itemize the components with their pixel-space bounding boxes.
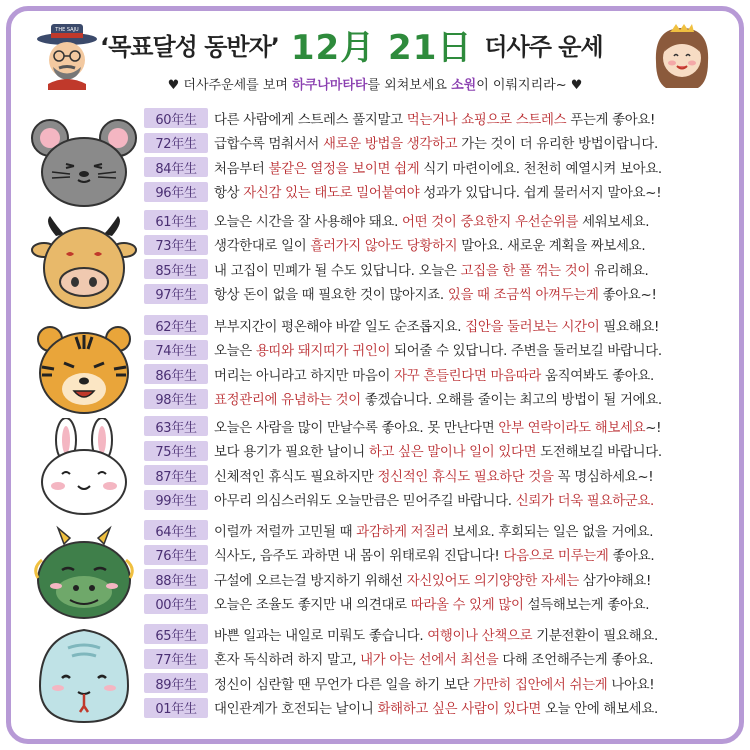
fortune-highlight: 정신적인 휴식도 필요하단 것을 <box>377 469 554 485</box>
zodiac-row-ox <box>14 208 736 312</box>
fortune-text <box>214 490 654 509</box>
birth-year-badge: 00年生 <box>144 594 208 614</box>
birth-year-badge: 85年生 <box>144 259 208 279</box>
fortune-highlight: 화해하고 싶은 사람이 있다면 <box>377 702 541 718</box>
fortune-text <box>214 158 662 177</box>
fortune-line <box>144 338 734 363</box>
title-left: ‘목표달성 동반자’ <box>100 32 279 61</box>
fortune-segment: 이럴까 저럴까 고민될 때 <box>214 524 357 540</box>
fortune-text <box>214 625 658 644</box>
fortune-text <box>214 698 658 717</box>
fortune-text <box>214 365 654 384</box>
fortune-lines <box>144 414 734 512</box>
fortune-line <box>144 543 734 568</box>
fortune-line <box>144 257 734 282</box>
fortune-segment: 되어줄 수 있답니다. 주변을 둘러보길 바랍니다. <box>390 344 662 360</box>
birth-year-badge: 76年生 <box>144 545 208 565</box>
tiger-icon <box>28 317 140 417</box>
fortune-line <box>144 488 734 513</box>
subtitle-suffix: 이 이뤄지리라~ <box>476 78 567 93</box>
fortune-segment: 기분전환이 필요해요. <box>532 628 658 644</box>
fortune-line <box>144 439 734 464</box>
fortune-highlight: 먹는거나 쇼핑으로 스트레스 <box>406 112 567 128</box>
zodiac-row-snake <box>14 622 736 726</box>
fortune-lines <box>144 208 734 306</box>
fortune-text <box>214 545 654 564</box>
subtitle-prefix: 더사주운세를 보며 <box>183 78 293 93</box>
fortune-segment: 바쁜 일과는 내일로 미뤄도 좋습니다. <box>214 628 428 644</box>
birth-year-badge: 77年生 <box>144 649 208 669</box>
fortune-segment: 대인관계가 호전되는 날이니 <box>214 702 378 718</box>
fortune-highlight: 자신감 있는 태도로 밀어붙여야 <box>243 186 420 202</box>
fortune-highlight: 집안을 둘러보는 시간이 <box>465 319 600 335</box>
fortune-segment: 도전해보길 바랍니다. <box>536 445 662 461</box>
fortune-text <box>214 260 648 279</box>
birth-year-badge: 98年生 <box>144 389 208 409</box>
fortune-line <box>144 622 734 647</box>
fortune-line <box>144 233 734 258</box>
subtitle-chant: 하쿠나마타타 <box>292 78 368 93</box>
fortune-segment: 좋아요~! <box>598 288 657 304</box>
fortune-segment: 삼가야해요! <box>578 573 652 589</box>
subtitle-wish: 소원 <box>451 78 477 93</box>
fortune-segment: 다해 조언해주는게 좋아요. <box>498 653 654 669</box>
fortune-highlight: 있을 때 조금씩 아껴두는게 <box>447 288 599 304</box>
fortune-line <box>144 567 734 592</box>
fortune-segment: 처음부터 <box>214 161 269 177</box>
fortune-segment: 정신이 심란할 땐 무언가 다른 일을 하기 보단 <box>214 677 474 693</box>
fortune-highlight: 용띠와 돼지띠가 귀인이 <box>255 344 391 360</box>
fortune-highlight: 자꾸 흔들린다면 마음따라 <box>394 368 541 384</box>
fortune-highlight: 어떤 것이 중요한지 우선순위를 <box>402 214 579 230</box>
fortune-highlight: 새로운 방법을 생각하고 <box>323 137 458 153</box>
fortune-segment: 오늘은 시간을 잘 사용해야 돼요. <box>214 214 402 230</box>
birth-year-badge: 74年生 <box>144 340 208 360</box>
fortune-highlight: 여행이나 산책으로 <box>427 628 533 644</box>
fortune-segment: 식기 마련이에요. 천천히 예열시켜 보아요. <box>419 161 662 177</box>
fortune-segment: 좋겠습니다. 오해를 줄이는 최고의 방법이 될 거에요. <box>360 393 662 409</box>
fortune-segment: 급합수록 멈춰서서 <box>214 137 323 153</box>
fortune-line <box>144 671 734 696</box>
fortune-text <box>214 316 659 335</box>
fortune-segment: 부부지간이 평온해야 바깥 일도 순조롭지요. <box>214 319 466 335</box>
birth-year-badge: 87年生 <box>144 465 208 485</box>
fortune-highlight: 과감하게 저질러 <box>356 524 449 540</box>
birth-year-badge: 75年生 <box>144 441 208 461</box>
fortune-text <box>214 133 658 152</box>
fortune-line <box>144 696 734 721</box>
fortune-text <box>214 235 645 254</box>
fortune-highlight: 고집을 한 풀 꺾는 것이 <box>460 263 590 279</box>
birth-year-badge: 01年生 <box>144 698 208 718</box>
fortune-highlight: 다음으로 미루는게 <box>503 549 609 565</box>
fortune-text <box>214 594 649 613</box>
fortune-lines <box>144 518 734 616</box>
fortune-line <box>144 180 734 205</box>
fortune-segment: 오늘 안에 해보세요. <box>541 702 658 718</box>
fortune-line <box>144 131 734 156</box>
heart-icon: ♥ <box>167 78 180 93</box>
title-right: 더사주 운세 <box>484 32 603 61</box>
fortune-text <box>214 674 654 693</box>
birth-year-badge: 73年生 <box>144 235 208 255</box>
birth-year-badge: 63年生 <box>144 416 208 436</box>
birth-year-badge: 84年生 <box>144 157 208 177</box>
birth-year-badge: 96年生 <box>144 182 208 202</box>
fortune-line <box>144 414 734 439</box>
fortune-segment: 세워보세요. <box>578 214 650 230</box>
header <box>0 0 750 100</box>
fortune-text <box>214 466 653 485</box>
fortune-segment: 식사도, 음주도 과하면 내 몸이 위태로워 진답니다! <box>214 549 504 565</box>
fortune-text <box>214 649 653 668</box>
fortune-line <box>144 647 734 672</box>
dragon-icon <box>28 522 140 622</box>
fortune-segment: ~! <box>645 420 662 436</box>
fortune-teller-mascot <box>36 22 98 90</box>
fortune-segment: 구설에 오르는걸 방지하기 위해선 <box>214 573 407 589</box>
rat-icon <box>28 110 140 210</box>
zodiac-row-rat <box>14 106 736 210</box>
fortune-text <box>214 417 661 436</box>
snake-icon <box>28 626 140 726</box>
fortune-segment: 항상 돈이 없을 때 필요한 것이 많아지죠. <box>214 288 448 304</box>
fortune-highlight: 흘러가지 않아도 당황하지 <box>310 239 458 255</box>
fortune-segment: 신체적인 휴식도 필요하지만 <box>214 469 378 485</box>
rabbit-icon <box>28 418 140 518</box>
zodiac-row-dragon <box>14 518 736 622</box>
birth-year-badge: 99年生 <box>144 490 208 510</box>
fortune-text <box>214 389 662 408</box>
fortune-line <box>144 106 734 131</box>
fortune-line <box>144 592 734 617</box>
birth-year-badge: 72年生 <box>144 133 208 153</box>
fortune-lines <box>144 106 734 204</box>
birth-year-badge: 86年生 <box>144 364 208 384</box>
fortune-text <box>214 570 651 589</box>
fortune-lines <box>144 313 734 411</box>
birth-year-badge: 65年生 <box>144 624 208 644</box>
fortune-highlight: 내가 아는 선에서 최선을 <box>360 653 499 669</box>
fortune-line <box>144 387 734 412</box>
fortune-highlight: 하고 싶은 말이나 일이 있다면 <box>368 445 537 461</box>
fortune-segment: 생각한대로 일이 <box>214 239 311 255</box>
svg-text:THE SAJU: THE SAJU <box>55 27 79 33</box>
zodiac-row-rabbit <box>14 414 736 518</box>
fortune-segment: 오늘은 사람을 많이 만날수록 좋아요. 못 만난다면 <box>214 420 499 436</box>
fortune-text <box>214 441 662 460</box>
subtitle <box>130 74 620 96</box>
fortune-segment: 머리는 아니라고 하지만 마음이 <box>214 368 395 384</box>
fortune-text <box>214 109 655 128</box>
birth-year-badge: 60年生 <box>144 108 208 128</box>
fortune-segment: 가는 것이 더 유리한 방법이랍니다. <box>457 137 658 153</box>
fortune-segment: 말아요. 새로운 계획을 짜보세요. <box>457 239 646 255</box>
fortune-segment: 나아요! <box>607 677 655 693</box>
fortune-line <box>144 463 734 488</box>
fortune-segment: 다른 사람에게 스트레스 풀지말고 <box>214 112 407 128</box>
title <box>100 22 640 66</box>
birth-year-badge: 88年生 <box>144 569 208 589</box>
woman-mascot <box>650 22 714 92</box>
title-date: 12月 21日 <box>290 27 473 68</box>
fortune-highlight: 표정관리에 유념하는 것이 <box>214 393 361 409</box>
birth-year-badge: 89年生 <box>144 673 208 693</box>
fortune-segment: 푸는게 좋아요! <box>566 112 656 128</box>
fortune-segment: 아무리 의심스러워도 오늘만큼은 믿어주길 바랍니다. <box>214 494 516 510</box>
fortune-highlight: 신뢰가 더욱 필요하군요. <box>515 494 654 510</box>
fortune-segment: 좋아요. <box>608 549 655 565</box>
fortune-segment: 오늘은 <box>214 344 256 360</box>
fortune-text <box>214 182 661 201</box>
birth-year-badge: 62年生 <box>144 315 208 335</box>
fortune-segment: 설득해보는게 좋아요. <box>523 598 650 614</box>
fortune-text <box>214 211 649 230</box>
ox-icon <box>28 212 140 312</box>
fortune-lines <box>144 622 734 720</box>
birth-year-badge: 97年生 <box>144 284 208 304</box>
fortune-line <box>144 282 734 307</box>
fortune-segment: 꼭 명심하세요~! <box>553 469 654 485</box>
fortune-line <box>144 362 734 387</box>
fortune-highlight: 안부 연락이라도 해보세요 <box>498 420 646 436</box>
fortune-segment: 내 고집이 민폐가 될 수도 있답니다. 오늘은 <box>214 263 461 279</box>
fortune-text <box>214 340 662 359</box>
fortune-highlight: 가만히 집안에서 쉬는게 <box>473 677 608 693</box>
fortune-segment: 성과가 있답니다. 쉽게 물러서지 말아요~! <box>419 186 662 202</box>
fortune-text <box>214 521 653 540</box>
fortune-segment: 항상 <box>214 186 244 202</box>
fortune-line <box>144 313 734 338</box>
fortune-line <box>144 155 734 180</box>
fortune-segment: 움직여봐도 좋아요. <box>541 368 654 384</box>
fortune-line <box>144 208 734 233</box>
zodiac-row-tiger <box>14 313 736 417</box>
heart-icon: ♥ <box>570 78 583 93</box>
fortune-segment: 보세요. 후회되는 일은 없을 거에요. <box>448 524 654 540</box>
fortune-segment: 보다 용기가 필요한 날이니 <box>214 445 369 461</box>
fortune-segment: 오늘은 조율도 좋지만 내 의견대로 <box>214 598 411 614</box>
fortune-segment: 혼자 독식하려 하지 말고, <box>214 653 361 669</box>
fortune-highlight: 자신있어도 의기양양한 자세는 <box>406 573 579 589</box>
fortune-highlight: 따라올 수 있게 많이 <box>410 598 524 614</box>
fortune-segment: 필요해요! <box>599 319 660 335</box>
fortune-line <box>144 518 734 543</box>
birth-year-badge: 61年生 <box>144 210 208 230</box>
fortune-text <box>214 284 657 303</box>
fortune-segment: 유리해요. <box>590 263 649 279</box>
fortune-highlight: 불같은 열정을 보이면 쉽게 <box>268 161 420 177</box>
birth-year-badge: 64年生 <box>144 520 208 540</box>
subtitle-middle: 를 외쳐보세요 <box>367 78 452 93</box>
